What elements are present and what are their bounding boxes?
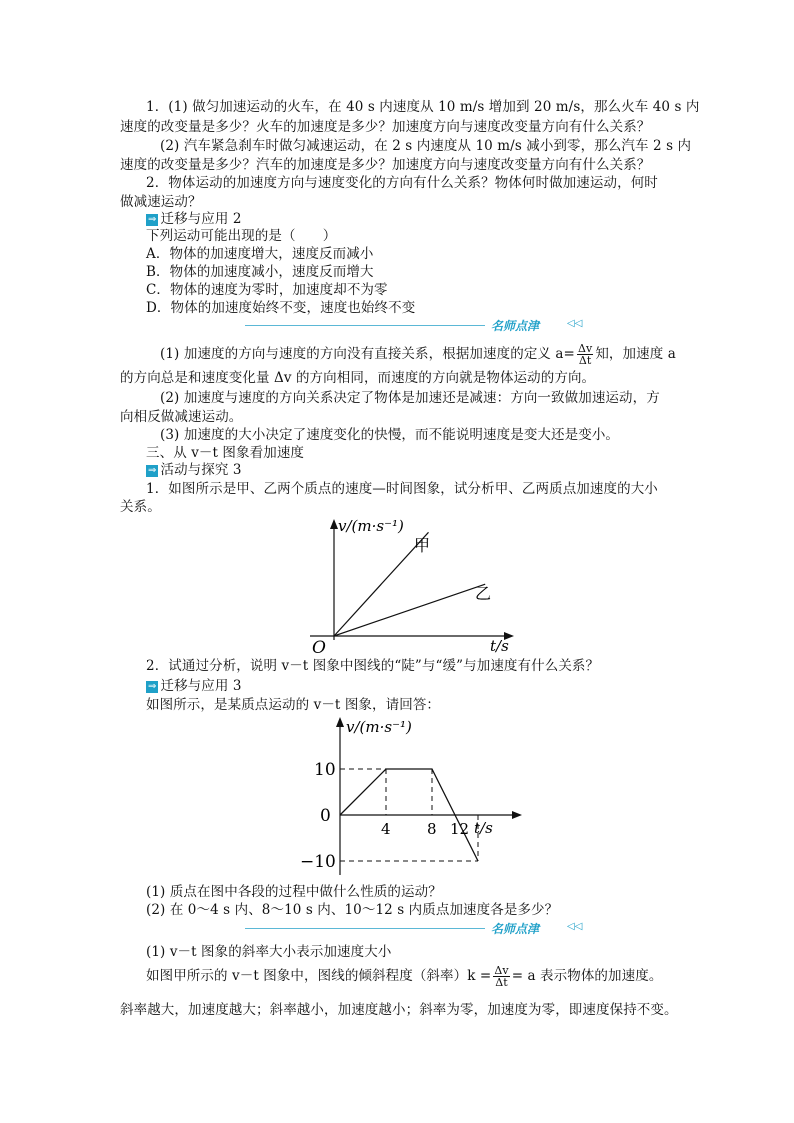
x-tick-label: 8	[427, 820, 437, 838]
section-title: 迁移与应用 2	[160, 211, 242, 227]
x-axis-label: t/s	[474, 819, 493, 837]
note1-line1	[160, 343, 676, 366]
tips-divider-2	[245, 921, 635, 935]
section-heading-explore-3	[146, 460, 242, 480]
fraction-dv-dt	[577, 343, 593, 366]
choice-question: 下列运动可能出现的是（ ）	[146, 228, 337, 244]
series-label-jia: 甲	[414, 536, 431, 555]
transfer3-intro: 如图所示，是某质点运动的 v－t 图象，请回答：	[146, 697, 441, 713]
divider-rule	[245, 325, 485, 326]
y-axis-label: v/(m·s⁻¹)	[338, 517, 404, 535]
arrow-tag-icon: ⇒	[148, 214, 157, 225]
option-b: B．物体的加速度减小，速度反而增大	[146, 264, 374, 280]
note2-line1: (2) 加速度与速度的方向关系决定了物体是加速还是减速：方向一致做加速运动，方	[160, 390, 660, 406]
divider-label: 名师点津	[491, 922, 540, 936]
option-d: D．物体的加速度始终不变，速度也始终不变	[146, 300, 416, 316]
x-axis-arrow	[512, 811, 522, 819]
notes2-para2: 斜率越大，加速度越大；斜率越小，加速度越小；斜率为零，加速度为零，即速度保持不变。	[120, 1002, 678, 1018]
section-title: 活动与探究 3	[160, 462, 242, 478]
q1b-line2: 速度的改变量是多少？汽车的加速度是多少？加速度方向与速度改变量方向有什么关系？	[120, 157, 651, 173]
double-arrow-icon: ◁◁	[567, 318, 583, 329]
transfer3-q1: (1) 质点在图中各段的过程中做什么性质的运动？	[146, 884, 442, 900]
x-axis-label: t/s	[490, 637, 509, 655]
notes2-text-post: = a 表示物体的加速度。	[511, 968, 663, 984]
y-tick-label: −10	[300, 852, 336, 872]
divider-label: 名师点津	[491, 319, 540, 333]
fraction-denominator: Δt	[578, 354, 592, 367]
fraction-numerator: Δv	[494, 964, 509, 977]
y-axis-arrow	[336, 717, 344, 727]
origin-label: O	[312, 638, 326, 655]
heading-vt-graph: 三、从 v－t 图象看加速度	[146, 445, 305, 461]
notes2-heading: (1) v－t 图象的斜率大小表示加速度大小	[146, 944, 392, 960]
y-axis-arrow	[330, 519, 338, 529]
option-a: A．物体的加速度增大，速度反而减小	[146, 246, 374, 262]
arrow-tag-icon: ⇒	[148, 681, 157, 692]
notes2-text-pre: 如图甲所示的 v－t 图象中，图线的倾斜程度（斜率）k =	[146, 968, 492, 984]
tips-divider-1	[245, 318, 635, 332]
chart-plot-area	[300, 717, 522, 875]
option-c: C．物体的速度为零时，加速度却不为零	[146, 282, 388, 298]
explore-q1-line2: 关系。	[120, 499, 161, 515]
y-tick-label: 10	[314, 760, 336, 780]
arrow-tag-icon: ⇒	[148, 465, 157, 476]
note1-line2: 的方向总是和速度变化量 Δv 的方向相同，而速度的方向就是物体运动的方向。	[120, 370, 596, 386]
x-tick-label: 12	[450, 820, 470, 838]
series-label-yi: 乙	[475, 584, 492, 603]
note2-line2: 向相反做减速运动。	[120, 409, 243, 425]
section-heading-transfer-3	[146, 676, 242, 696]
q1a-line2: 速度的改变量是多少？火车的加速度是多少？加速度方向与速度改变量方向有什么关系？	[120, 119, 651, 135]
double-arrow-icon: ◁◁	[567, 921, 583, 932]
notes2-para1	[146, 965, 662, 988]
y-axis-label: v/(m·s⁻¹)	[346, 718, 412, 736]
section-title: 迁移与应用 3	[160, 678, 242, 694]
series-line-yi	[334, 584, 485, 636]
note3: (3) 加速度的大小决定了速度变化的快慢，而不能说明速度是变大还是变小。	[160, 427, 620, 443]
fraction-denominator: Δt	[495, 976, 508, 989]
explore-q2: 2．试通过分析，说明 v－t 图象中图线的“陡”与“缓”与加速度有什么关系？	[146, 658, 600, 674]
chart-velocity-time-a	[300, 515, 520, 655]
x-tick-label: 4	[381, 820, 391, 838]
y-tick-label: 0	[320, 806, 331, 826]
q2-line1: 2．物体运动的加速度方向与速度变化的方向有什么关系？物体何时做加速运动，何时	[146, 175, 658, 191]
note1-text-pre: (1) 加速度的方向与速度的方向没有直接关系，根据加速度的定义 a=	[160, 346, 575, 362]
chart-velocity-time-b	[296, 712, 536, 882]
fraction-dv-dt	[493, 965, 509, 988]
explore-q1-line1: 1．如图所示是甲、乙两个质点的速度—时间图象，试分析甲、乙两质点加速度的大小	[146, 481, 658, 497]
fraction-numerator: Δv	[577, 342, 593, 355]
q2-line2: 做减速运动？	[120, 194, 202, 210]
transfer3-q2: (2) 在 0～4 s 内、8～10 s 内、10～12 s 内质点加速度各是多少？	[146, 902, 559, 918]
q1a-line1: 1．(1) 做匀加速运动的火车，在 40 s 内速度从 10 m/s 增加到 20 m/s，那么火车 40 s 内	[146, 99, 700, 115]
q1b-line1: (2) 汽车紧急刹车时做匀减速运动，在 2 s 内速度从 10 m/s 减小到零，那么汽车 2 s 内	[160, 138, 692, 154]
note1-text-post: 知，加速度 a	[595, 346, 676, 362]
divider-rule	[245, 928, 485, 929]
